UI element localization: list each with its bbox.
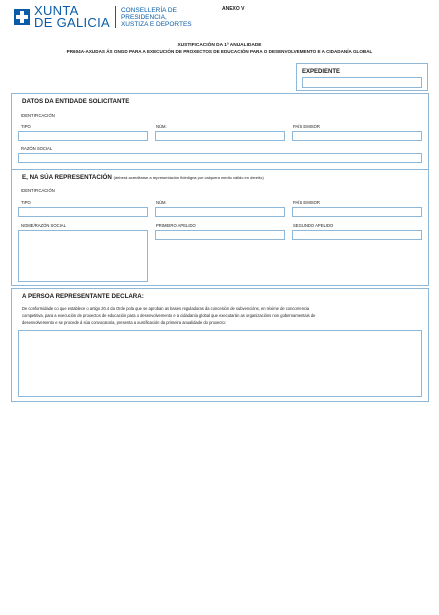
representacion-section	[11, 169, 429, 286]
declara-textarea[interactable]	[18, 330, 422, 397]
expediente-label: EXPEDIENTE	[302, 69, 341, 75]
declara-section	[11, 288, 429, 402]
expediente-box	[296, 63, 428, 91]
solicitante-razon-field[interactable]	[18, 153, 422, 163]
solicitante-num-label: NÚM.	[156, 124, 167, 129]
representacion-pais-label: PAÍS EMISOR	[293, 200, 320, 205]
xunta-wordmark: XUNTA DE GALICIA	[34, 3, 110, 30]
solicitante-section	[11, 93, 429, 170]
representacion-primeiro-apelido-label: PRIMEIRO APELIDO	[156, 223, 196, 228]
declara-text-line-2: competitiva, para a execución de proxectos de educación para o desenvolvemento e a cidadanía global que executarán as organizacións non gobernamentais de	[22, 313, 316, 318]
declara-title: A PERSOA REPRESENTANTE DECLARA:	[22, 293, 144, 300]
representacion-segundo-apelido-field[interactable]	[292, 230, 422, 240]
representacion-num-label: NÚM.	[156, 200, 167, 205]
representacion-segundo-apelido-label: SEGUNDO APELIDO	[293, 223, 334, 228]
document-title: XUSTIFICACIÓN DA 1ª ANUALIDADE	[177, 43, 262, 48]
solicitante-num-field[interactable]	[155, 131, 285, 141]
representacion-num-field[interactable]	[155, 207, 285, 217]
solicitante-pais-label: PAÍS EMISOR	[293, 124, 320, 129]
department-name: CONSELLERÍA DE PRESIDENCIA, XUSTIZA E DEPORTES	[120, 6, 192, 28]
representacion-tipo-label: TIPO	[21, 200, 31, 205]
declara-text-line-1: De conformidade co que establece o artigo 20.4 da Orde pola que se aproban as bases reguladoras da concesión de subvencións, en réxime de concorrencia	[22, 306, 310, 311]
representacion-nome-field[interactable]	[18, 230, 148, 282]
representacion-nome-label: NOME/RAZÓN SOCIAL	[21, 223, 66, 228]
solicitante-tipo-label: TIPO	[21, 124, 31, 129]
declara-text-line-3: desenvolvemento e se procede á súa convocatoria, presenta a xustificación da primeira anualidade do proxecto:	[22, 320, 226, 325]
representacion-identificacion-label: IDENTIFICACIÓN	[21, 188, 55, 193]
document-subtitle: PR604A-AXUDAS ÁS ONGD PARA A EXECUCIÓN DE PROXECTOS DE EDUCACIÓN PARA O DESENVOLVEMENTO E A CIDADANÍA GLOBAL	[66, 49, 373, 54]
xunta-logo	[14, 4, 192, 30]
solicitante-pais-field[interactable]	[292, 131, 422, 141]
representacion-title: E, NA SÚA REPRESENTACIÓN (deberá acreditarse a representación fidedigna por calquera medio válido en dereito)	[22, 174, 264, 181]
solicitante-title: DATOS DA ENTIDADE SOLICITANTE	[22, 98, 130, 105]
representacion-tipo-field[interactable]	[18, 207, 148, 217]
logo-divider	[115, 6, 116, 28]
anexo-label: ANEXO V	[222, 6, 245, 12]
expediente-field[interactable]	[302, 77, 422, 88]
solicitante-tipo-field[interactable]	[18, 131, 148, 141]
xunta-cross-icon	[14, 9, 30, 25]
solicitante-razon-label: RAZÓN SOCIAL	[21, 146, 53, 151]
solicitante-identificacion-label: IDENTIFICACIÓN	[21, 113, 55, 118]
representacion-pais-field[interactable]	[292, 207, 422, 217]
representacion-primeiro-apelido-field[interactable]	[155, 230, 285, 240]
